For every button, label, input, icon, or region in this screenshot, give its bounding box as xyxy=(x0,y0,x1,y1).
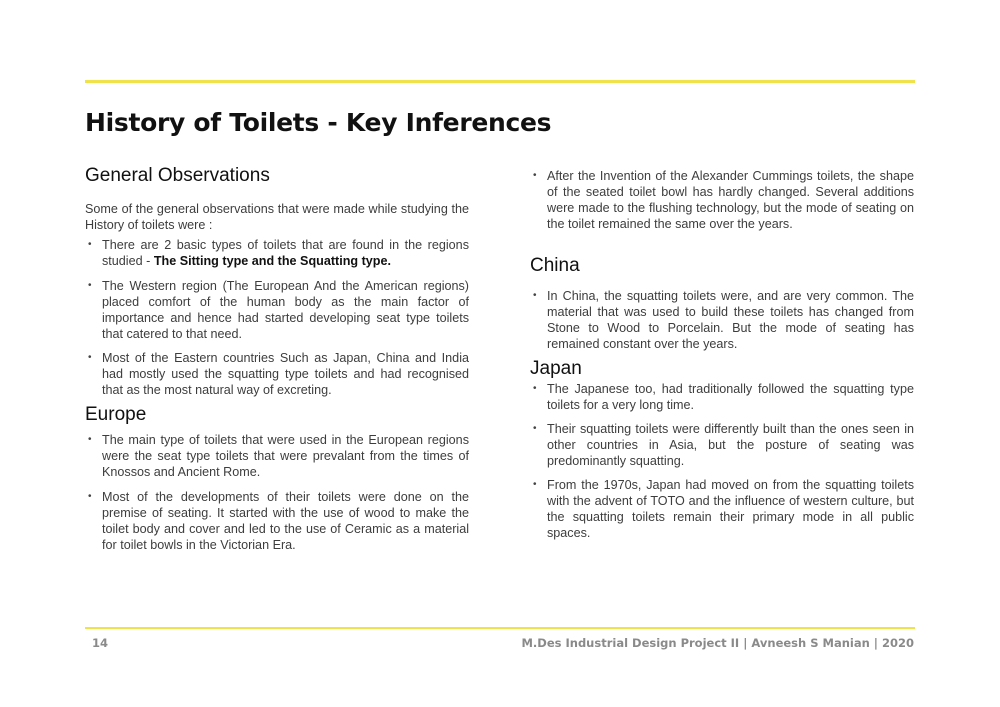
japan-list xyxy=(530,381,914,541)
list-item xyxy=(530,421,914,469)
japan-bullet-2: Their squatting toilets were differently built than the ones seen in other countries in Asia, but the posture of seating was predominantly squatting. xyxy=(547,422,914,468)
bullet-icon: • xyxy=(533,383,537,394)
bullet-icon: • xyxy=(533,479,537,490)
list-item xyxy=(85,489,469,553)
list-item xyxy=(530,168,914,232)
list-item xyxy=(85,278,469,342)
japan-bullet-1: The Japanese too, had traditionally followed the squatting type toilets for a very long time. xyxy=(547,382,914,412)
china-list xyxy=(530,288,914,352)
bullet-icon: • xyxy=(533,423,537,434)
bottom-rule xyxy=(85,627,915,629)
right-column xyxy=(530,168,914,541)
bullet-icon: • xyxy=(533,290,537,301)
japan-bullet-3: From the 1970s, Japan had moved on from the squatting toilets with the advent of TOTO and the influence of western culture, but the squatting toilets remain their primary mode in all public spaces. xyxy=(547,478,914,540)
general-observations-heading: General Observations xyxy=(85,165,270,186)
bullet-icon: • xyxy=(88,434,92,445)
europe-list xyxy=(85,432,469,553)
japan-heading: Japan xyxy=(530,358,582,379)
europe-bullet-3: After the Invention of the Alexander Cummings toilets, the shape of the seated toilet bowl has hardly changed. Several additions were made to the flushing technology, but the mode of seating on the toilet remained the same over the years. xyxy=(547,169,914,231)
top-rule xyxy=(85,80,915,83)
page-number: 14 xyxy=(92,636,109,650)
bullet-icon: • xyxy=(533,170,537,181)
europe-heading: Europe xyxy=(85,404,147,425)
general-bullet-2: The Western region (The European And the American regions) placed comfort of the human body as the main factor of importance and hence had started developing seat type toilets that catered to that need. xyxy=(102,279,469,341)
list-item xyxy=(530,381,914,413)
general-list xyxy=(85,237,469,398)
china-bullet-1: In China, the squatting toilets were, and are very common. The material that was used to build these toilets has changed from Stone to Wood to Porcelain. But the mode of seating has remained constant over the years. xyxy=(547,289,914,351)
europe-bullet-2: Most of the developments of their toilets were done on the premise of seating. It started with the use of wood to make the toilet body and cover and led to the use of Ceramic as a material for toilet bowls in the Victorian Era. xyxy=(102,490,469,552)
list-item xyxy=(85,237,469,269)
general-bullet-1-bold: The Sitting type and the Squatting type. xyxy=(153,254,391,268)
bullet-icon: • xyxy=(88,491,92,502)
left-column xyxy=(85,165,469,553)
page-title: History of Toilets - Key Inferences xyxy=(85,108,552,137)
list-item xyxy=(530,288,914,352)
list-item xyxy=(530,477,914,541)
general-bullet-3: Most of the Eastern countries Such as Japan, China and India had mostly used the squatting type toilets and had recognised that as the most natural way of excreting. xyxy=(102,351,469,397)
china-heading: China xyxy=(530,255,580,276)
europe-bullet-1: The main type of toilets that were used in the European regions were the seat type toilets that were prevalant from the times of Knossos and Ancient Rome. xyxy=(102,433,469,479)
bullet-icon: • xyxy=(88,239,92,250)
bullet-icon: • xyxy=(88,280,92,291)
list-item xyxy=(85,432,469,480)
europe-list-continued xyxy=(530,168,914,232)
general-intro: Some of the general observations that were made while studying the History of toilets were : xyxy=(85,202,469,232)
footer-credit: M.Des Industrial Design Project II | Avneesh S Manian | 2020 xyxy=(521,636,914,650)
general-bullet-1-text: There are 2 basic types of toilets that are found in the regions studied - xyxy=(102,238,469,268)
list-item xyxy=(85,350,469,398)
bullet-icon: • xyxy=(88,352,92,363)
